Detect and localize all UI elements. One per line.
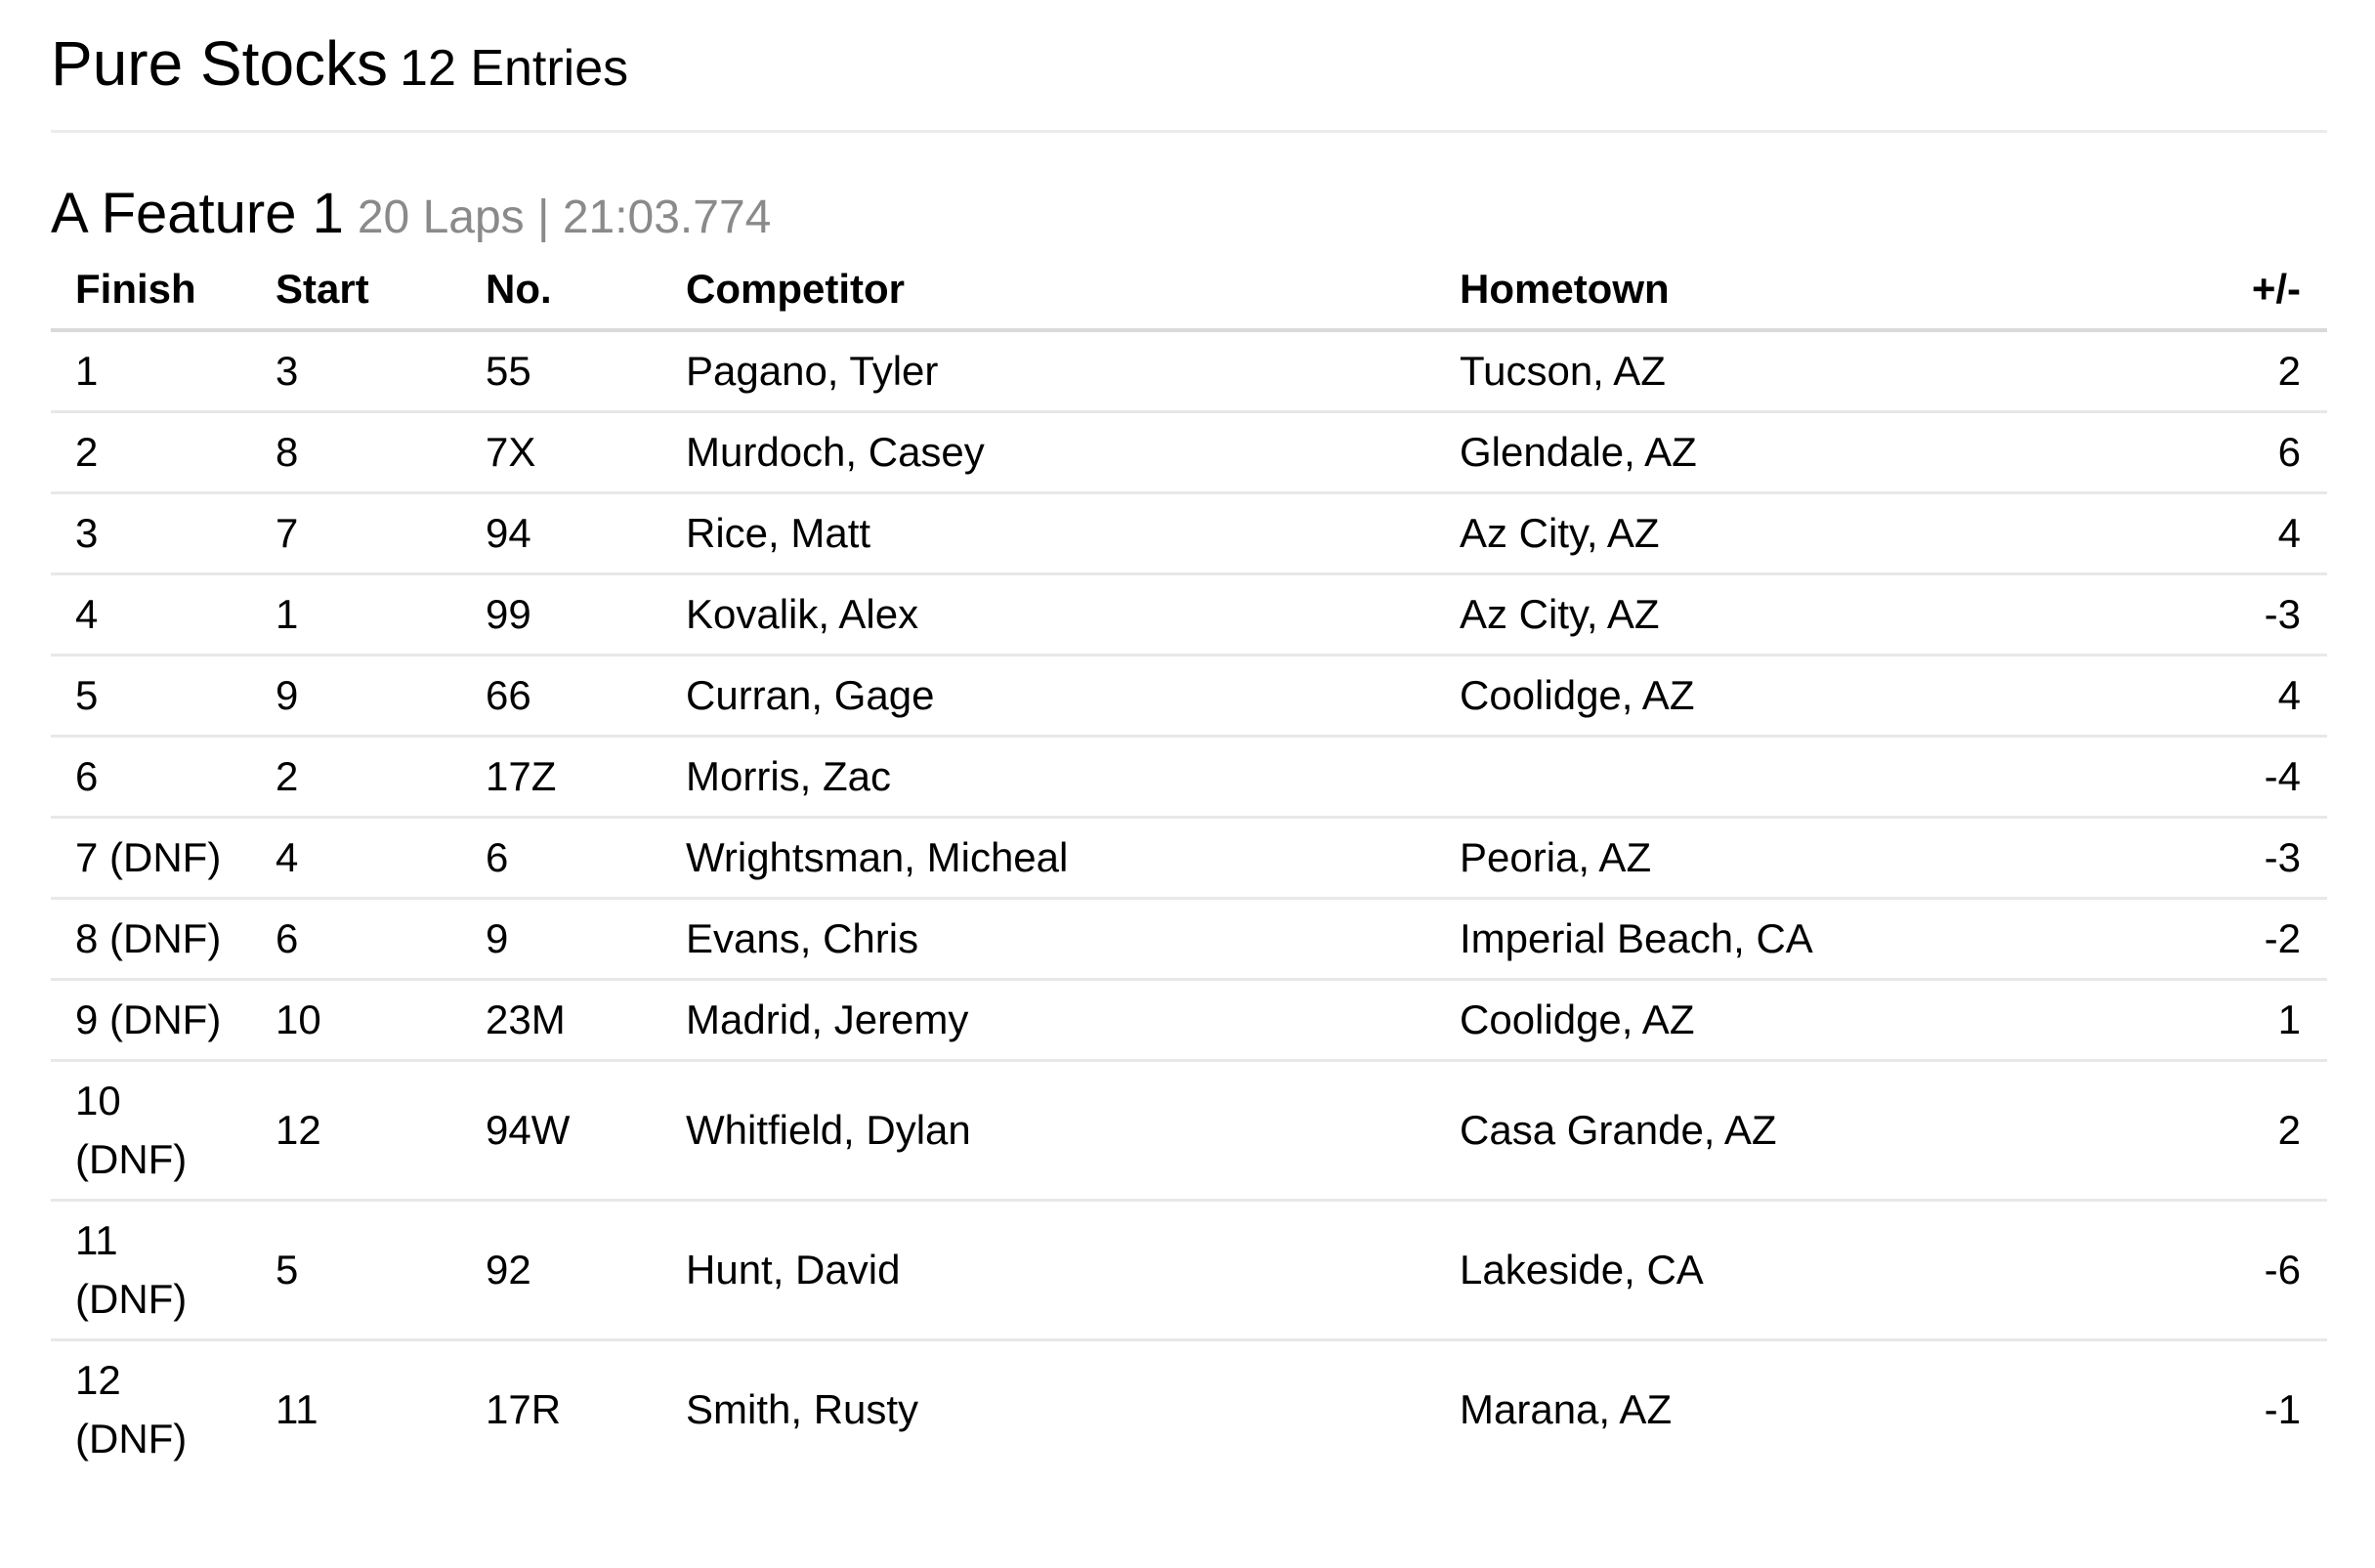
plus-minus-cell: 6 [2102, 412, 2327, 493]
competitor-cell: Whitfield, Dylan [661, 1061, 1435, 1201]
results-table [51, 250, 2327, 1478]
hometown-cell: Marana, AZ [1460, 1386, 1673, 1432]
start-cell: 9 [251, 656, 461, 737]
table-row [51, 574, 2327, 656]
race-name: A Feature 1 [51, 182, 344, 245]
finish-cell: 10 (DNF) [51, 1061, 251, 1201]
finish-cell: 3 [51, 493, 251, 574]
car-number-cell: 6 [461, 818, 661, 899]
competitor-cell: Rice, Matt [661, 493, 1435, 574]
race-meta: 20 Laps | 21:03.774 [357, 191, 772, 243]
table-row [51, 980, 2327, 1061]
competitor-cell: Wrightsman, Micheal [661, 818, 1435, 899]
class-name: Pure Stocks [51, 28, 389, 99]
hometown-cell: Lakeside, CA [1435, 1201, 2102, 1340]
table-row [51, 1061, 2327, 1201]
car-number-cell: 99 [461, 574, 661, 656]
competitor-cell: Murdoch, Casey [661, 412, 1435, 493]
start-cell: 5 [251, 1201, 461, 1340]
plus-minus-cell: -4 [2102, 737, 2327, 818]
title-divider [51, 130, 2327, 133]
hometown-cell: Coolidge, AZ [1435, 656, 2102, 737]
start-cell: 11 [276, 1386, 318, 1432]
start-cell: 12 [251, 1061, 461, 1201]
table-row [51, 412, 2327, 493]
hometown-cell: Glendale, AZ [1435, 412, 2102, 493]
column-header-competitor: Competitor [661, 250, 1435, 330]
competitor-cell: Evans, Chris [661, 899, 1435, 980]
car-number-cell: 94W [461, 1061, 661, 1201]
start-cell: 7 [251, 493, 461, 574]
plus-minus-cell: -2 [2102, 899, 2327, 980]
competitor-cell: Morris, Zac [661, 737, 1435, 818]
start-cell: 6 [251, 899, 461, 980]
table-row [51, 330, 2327, 412]
column-header-hometown: Hometown [1435, 250, 2102, 330]
results-header-row [51, 250, 2327, 330]
finish-cell: 11 (DNF) [51, 1201, 251, 1340]
competitor-cell: Madrid, Jeremy [661, 980, 1435, 1061]
finish-cell: 6 [51, 737, 251, 818]
table-row [51, 656, 2327, 737]
plus-minus-cell: 2 [2102, 330, 2327, 412]
finish-cell: 5 [51, 656, 251, 737]
competitor-cell: Hunt, David [661, 1201, 1435, 1340]
car-number-cell: 92 [461, 1201, 661, 1340]
competitor-cell: Pagano, Tyler [661, 330, 1435, 412]
plus-minus-cell: 4 [2102, 493, 2327, 574]
finish-cell: 8 (DNF) [51, 899, 251, 980]
plus-minus-cell: -1 [2264, 1386, 2301, 1432]
hometown-cell [1435, 737, 2102, 818]
hometown-cell: Imperial Beach, CA [1435, 899, 2102, 980]
car-number-cell: 23M [461, 980, 661, 1061]
start-cell: 10 [251, 980, 461, 1061]
finish-cell: 1 [51, 330, 251, 412]
hometown-cell: Casa Grande, AZ [1435, 1061, 2102, 1201]
hometown-cell: Tucson, AZ [1435, 330, 2102, 412]
column-header-start: Start [251, 250, 461, 330]
start-cell: 2 [251, 737, 461, 818]
car-number-cell: 9 [461, 899, 661, 980]
finish-cell: 12 (DNF) [75, 1357, 188, 1462]
hometown-cell: Coolidge, AZ [1435, 980, 2102, 1061]
plus-minus-cell: -3 [2102, 574, 2327, 656]
table-row [51, 818, 2327, 899]
competitor-cell: Smith, Rusty [686, 1386, 919, 1432]
start-cell: 4 [251, 818, 461, 899]
entries-count: 12 Entries [400, 40, 629, 97]
start-cell: 3 [251, 330, 461, 412]
finish-cell: 9 (DNF) [51, 980, 251, 1061]
table-row [51, 737, 2327, 818]
column-header-no: No. [461, 250, 661, 330]
column-header-plus-minus: +/- [2102, 250, 2327, 330]
finish-cell: 2 [51, 412, 251, 493]
plus-minus-cell: 1 [2102, 980, 2327, 1061]
competitor-cell: Curran, Gage [661, 656, 1435, 737]
finish-cell: 7 (DNF) [51, 818, 251, 899]
hometown-cell: Az City, AZ [1435, 574, 2102, 656]
start-cell: 8 [251, 412, 461, 493]
table-row [51, 1340, 2327, 1479]
column-header-finish: Finish [51, 250, 251, 330]
car-number-cell: 55 [461, 330, 661, 412]
start-cell: 1 [251, 574, 461, 656]
plus-minus-cell: -6 [2102, 1201, 2327, 1340]
hometown-cell: Az City, AZ [1435, 493, 2102, 574]
competitor-cell: Kovalik, Alex [661, 574, 1435, 656]
car-number-cell: 66 [461, 656, 661, 737]
hometown-cell: Peoria, AZ [1435, 818, 2102, 899]
car-number-cell: 7X [461, 412, 661, 493]
table-row [51, 1201, 2327, 1340]
plus-minus-cell: 4 [2102, 656, 2327, 737]
plus-minus-cell: -3 [2102, 818, 2327, 899]
plus-minus-cell: 2 [2102, 1061, 2327, 1201]
page-title [51, 29, 2327, 103]
car-number-cell: 94 [461, 493, 661, 574]
table-row [51, 899, 2327, 980]
finish-cell: 4 [51, 574, 251, 656]
table-row [51, 493, 2327, 574]
car-number-cell: 17Z [461, 737, 661, 818]
car-number-cell: 17R [486, 1386, 562, 1432]
race-heading [51, 184, 2327, 248]
results-body [51, 330, 2327, 1478]
